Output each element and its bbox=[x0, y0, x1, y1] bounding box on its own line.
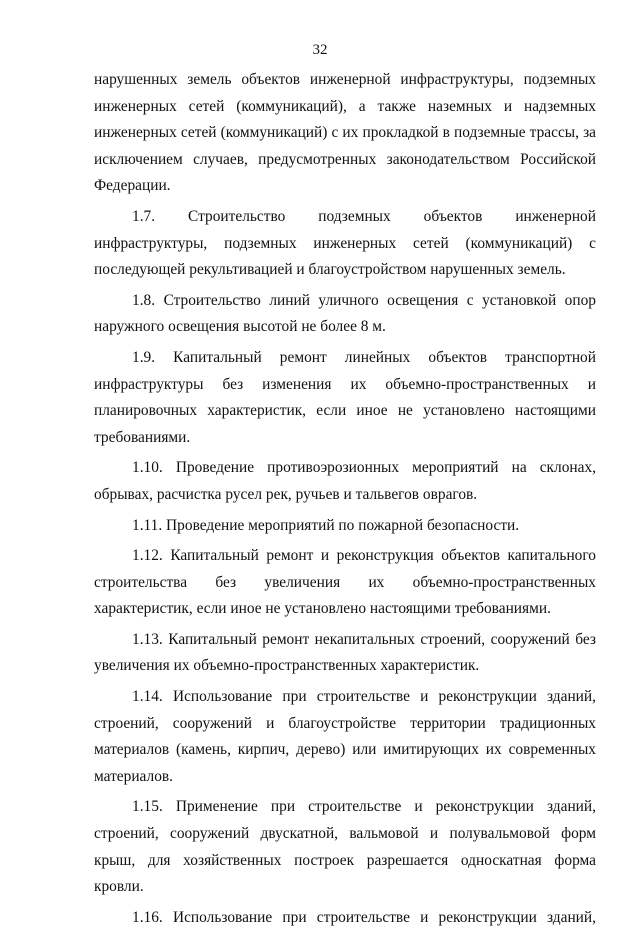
paragraph-1-7: 1.7. Строительство подземных объектов инженерной инфраструктуры, подземных инженерных сетей (коммуникаций) с последующей рекультивацией и благоустройством нарушенных земель. bbox=[94, 207, 596, 279]
document-body bbox=[94, 67, 596, 935]
paragraph-1-9: 1.9. Капитальный ремонт линейных объектов транспортной инфраструктуры без изменения их объемно-пространственных и планировочных характеристик, если иное не установлено настоящими требованиями. bbox=[94, 348, 596, 446]
paragraph-continuation: нарушенных земель объектов инженерной инфраструктуры, подземных инженерных сетей (коммуникаций), а также наземных и надземных инженерных сетей (коммуникаций) с их прокладкой в подземные трассы, за исключением случаев, предусмотренных законодательством Российской Федерации. bbox=[94, 71, 596, 195]
page-number: 32 bbox=[312, 42, 328, 58]
paragraph-1-12: 1.12. Капитальный ремонт и реконструкция объектов капитального строительства без увеличения их объемно-пространственных характеристик, если иное не установлено настоящими требованиями. bbox=[94, 547, 596, 618]
paragraph-1-11: 1.11. Проведение мероприятий по пожарной безопасности. bbox=[132, 516, 520, 534]
paragraph-1-15: 1.15. Применение при строительстве и реконструкции зданий, строений, сооружений двускатной, вальмовой и полувальмовой форм крыш, для хозяйственных построек разрешается односкатная форма кровли. bbox=[94, 798, 596, 896]
paragraph-1-8: 1.8. Строительство линий уличного освещения с установкой опор наружного освещения высотой не более 8 м. bbox=[94, 291, 596, 336]
paragraph-1-16: 1.16. Использование при строительстве и реконструкции зданий, bbox=[132, 908, 596, 926]
paragraph-1-10: 1.10. Проведение противоэрозионных мероприятий на склонах, обрывах, расчистка русел рек, ручьев и тальвегов оврагов. bbox=[94, 459, 596, 503]
paragraph-1-14: 1.14. Использование при строительстве и реконструкции зданий, строений, сооружений и благоустройстве территории традиционных материалов (камень, кирпич, дерево) или имитирующих их современных материалов. bbox=[94, 688, 596, 785]
paragraph-1-13: 1.13. Капитальный ремонт некапитальных строений, сооружений без увеличения их объемно-пространственных характеристик. bbox=[94, 630, 596, 675]
